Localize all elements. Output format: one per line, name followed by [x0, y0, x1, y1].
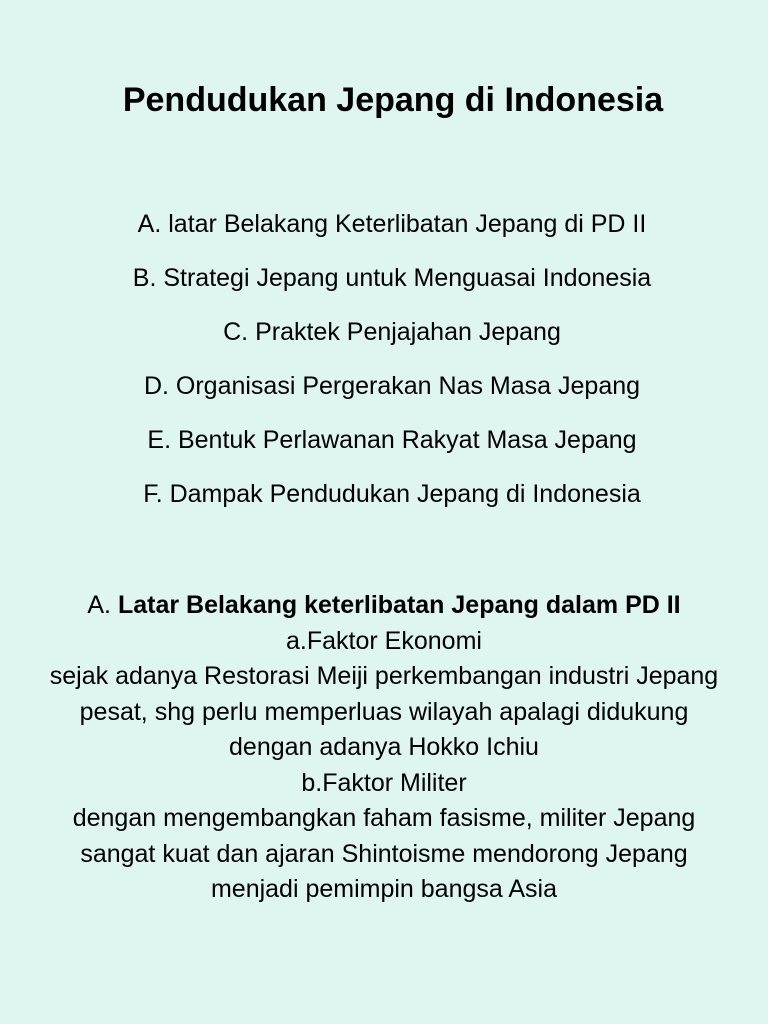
slide-section-a [0, 588, 768, 1024]
outline-item-f: F. Dampak Pendudukan Jepang di Indonesia [143, 480, 641, 508]
outline-item-b: B. Strategi Jepang untuk Menguasai Indonesia [132, 264, 652, 292]
outline-item-c: C. Praktek Penjajahan Jepang [223, 318, 561, 346]
section-heading-prefix: A. [87, 591, 118, 619]
section-heading [40, 588, 728, 624]
outline-item-d: D. Organisasi Pergerakan Nas Masa Jepang [143, 372, 641, 400]
section-body [40, 588, 728, 908]
slide-title: Pendudukan Jepang di Indonesia [122, 81, 664, 119]
section-heading-title: Latar Belakang keterlibatan Jepang dalam PD II [117, 591, 681, 619]
factor-military-text: dengan mengembangkan faham fasisme, militer Jepang sangat kuat dan ajaran Shintoisme mendorong Jepang menjadi pemimpin bangsa Asia [72, 804, 696, 903]
factor-economy-text: sejak adanya Restorasi Meiji perkembangan industri Jepang pesat, shg perlu memperluas wilayah apalagi didukung dengan adanya Hokko Ichiu [49, 662, 719, 761]
outline-list [0, 197, 768, 521]
outline-item-a: A. latar Belakang Keterlibatan Jepang di PD II [137, 210, 647, 238]
factor-economy-title: a.Faktor Ekonomi [286, 626, 482, 655]
outline-item-e: E. Bentuk Perlawanan Rakyat Masa Jepang [147, 426, 637, 454]
factor-military-title: b.Faktor Militer [301, 768, 467, 797]
